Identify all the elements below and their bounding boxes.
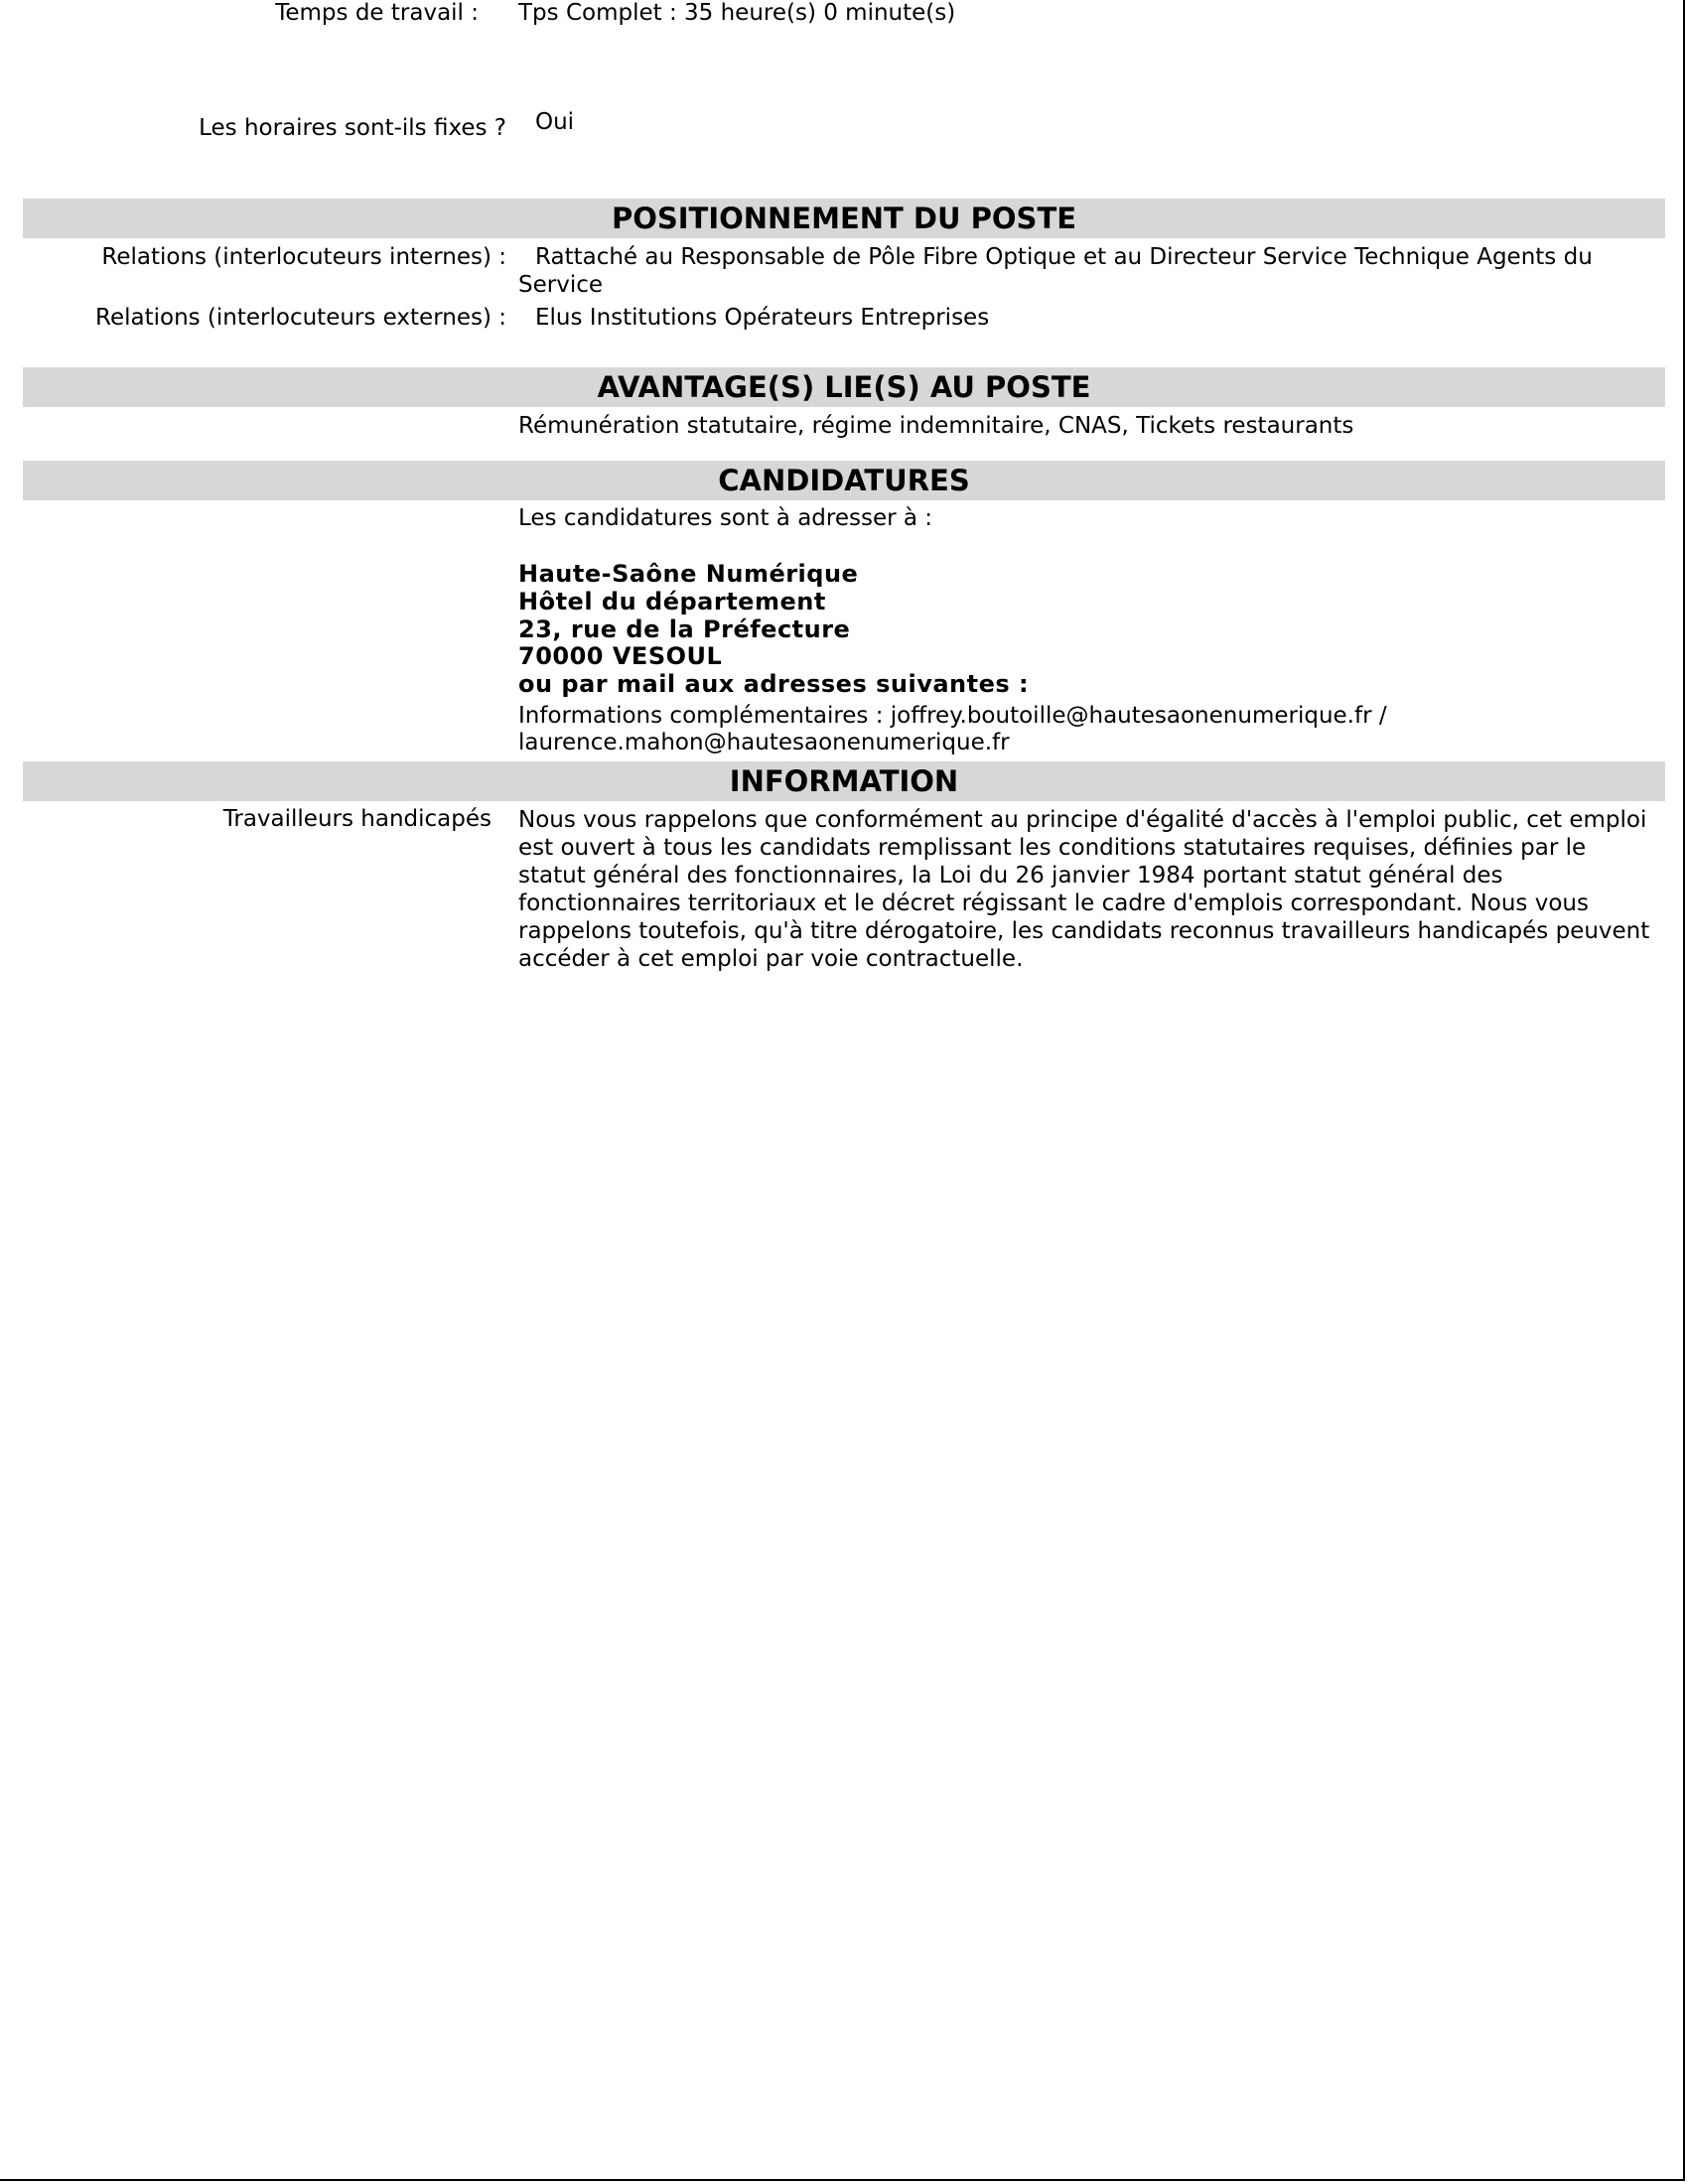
address-line-building: Hôtel du département <box>518 588 826 615</box>
address-line-org: Haute-Saône Numérique <box>518 560 859 588</box>
relations-internes-label: Relations (interlocuteurs internes) : <box>101 244 506 270</box>
temps-value: Tps Complet : 35 heure(s) 0 minute(s) <box>518 0 956 26</box>
address-line-mail-intro: ou par mail aux adresses suivantes : <box>518 670 1030 698</box>
relations-internes-line1: Rattaché au Responsable de Pôle Fibre Optique et au Directeur Service Technique Agents du <box>535 244 1593 270</box>
horaires-label: Les horaires sont-ils fixes ? <box>199 115 506 141</box>
relations-internes-line2: Service <box>518 272 604 298</box>
address-line-city: 70000 VESOUL <box>518 642 723 670</box>
address-line-street: 23, rue de la Préfecture <box>518 615 851 643</box>
travailleurs-handicapes-label: Travailleurs handicapés <box>222 806 492 832</box>
horaires-value: Oui <box>535 109 575 135</box>
candidatures-header: CANDIDATURES <box>23 461 1665 500</box>
avantages-value: Rémunération statutaire, régime indemnitaire, CNAS, Tickets restaurants <box>518 413 1354 439</box>
temps-label: Temps de travail : <box>275 0 479 26</box>
positionnement-header: POSITIONNEMENT DU POSTE <box>23 199 1665 238</box>
information-header: INFORMATION <box>23 761 1665 801</box>
info-complementaires-line1: Informations complémentaires : joffrey.boutoille@hautesaonenumerique.fr / <box>518 703 1387 729</box>
candidatures-intro: Les candidatures sont à adresser à : <box>518 505 933 531</box>
relations-externes-label: Relations (interlocuteurs externes) : <box>95 305 506 331</box>
relations-externes-value: Elus Institutions Opérateurs Entreprises <box>535 305 990 331</box>
avantages-header: AVANTAGE(S) LIE(S) AU POSTE <box>23 367 1665 407</box>
info-complementaires-line2: laurence.mahon@hautesaonenumerique.fr <box>518 730 1010 755</box>
information-paragraph: Nous vous rappelons que conformément au principe d'égalité d'accès à l'emploi public, cet emploi est ouvert à tous les candidats remplissant les conditions statutaires requises, définies par le statut général des fonctionnaires, la Loi du 26 janvier 1984 portant statut général des fonctionnaires territoriaux et le décret régissant le cadre d'emplois correspondant. Nous vous rappelons toutefois, qu'à titre dérogatoire, les candidats reconnus travailleurs handicapés peuvent accéder à cet emploi par voie contractuelle. <box>518 807 1650 972</box>
